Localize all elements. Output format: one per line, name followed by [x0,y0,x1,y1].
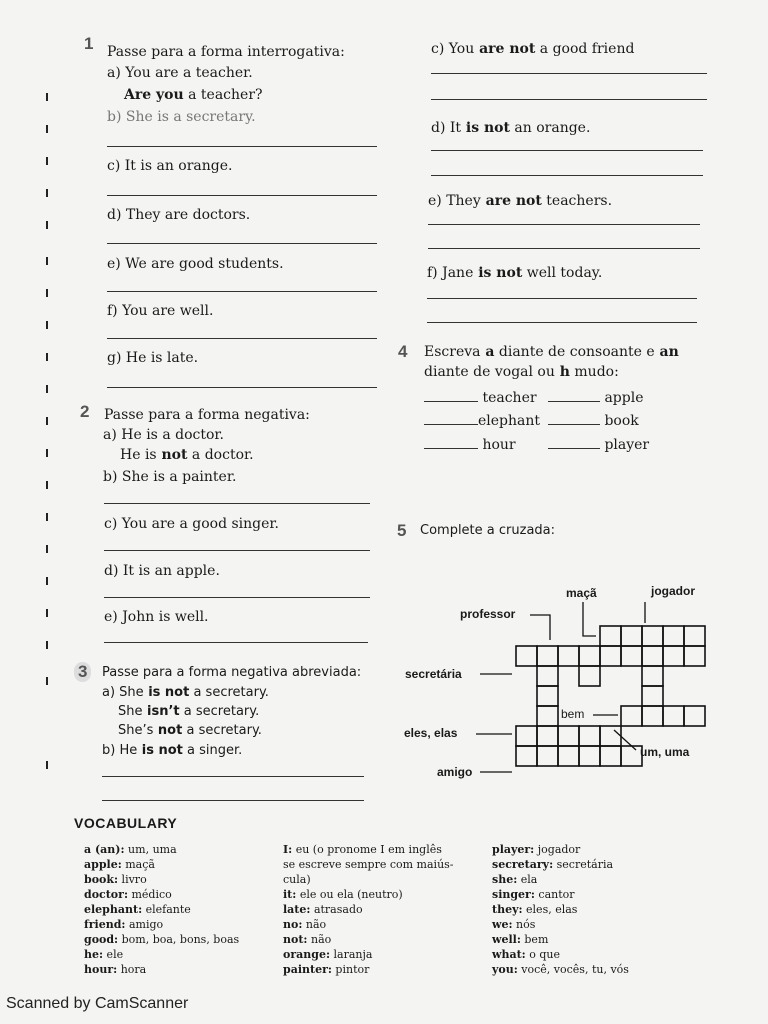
label-maca: maçã [566,586,597,600]
answer-line[interactable] [104,642,368,643]
question-title: Escreva a diante de consoante e an [424,344,679,360]
item-d: d) They are doctors. [107,207,251,223]
answer-line[interactable] [428,224,700,225]
vocab-entry: late: atrasado [283,903,363,916]
blank[interactable] [548,401,600,402]
example-answer: He is not a doctor. [120,447,254,463]
vocab-entry: elephant: elefante [84,903,191,916]
question-number: 2 [80,402,90,421]
item-f: f) You are well. [107,303,214,319]
item-f-right: f) Jane is not well today. [427,265,603,281]
vocab-entry: she: ela [492,873,538,886]
vocab-entry: good: bom, boa, bons, boas [84,933,240,946]
blank-row-2b: book [548,412,639,430]
blank-row-2: elephant [424,412,540,430]
vocab-entry: apple: maçã [84,858,155,871]
label-um: um, uma [640,745,690,759]
blank[interactable] [424,448,478,449]
vocab-entry: they: eles, elas [492,903,578,916]
blank-row-3: hour [424,436,516,454]
question-title-line-2: diante de vogal ou h mudo: [424,364,619,380]
vocab-entry: orange: laranja [283,948,373,961]
vocabulary-column-1 [84,842,239,977]
question-title: Passe para a forma interrogativa: [107,44,345,60]
vocab-entry: secretary: secretária [492,858,614,871]
item-g: g) He is late. [107,350,199,366]
answer-line[interactable] [431,150,703,151]
answer-line[interactable] [104,597,370,598]
vocab-entry: it: ele ou ela (neutro) [283,888,403,901]
example-line-2: She isn’t a secretary. [118,704,260,719]
vocab-entry-cont: se escreve sempre com maiús- [283,858,454,871]
vocab-entry: singer: cantor [492,888,575,901]
vocab-entry: I: eu (o pronome I em inglês [283,843,442,856]
label-secretaria: secretária [405,667,462,681]
vocab-entry: well: bem [492,933,549,946]
blank-row-1b: apple [548,389,644,407]
blank[interactable] [424,401,478,402]
answer-line[interactable] [431,175,703,176]
vocab-entry: friend: amigo [84,918,164,931]
vocab-entry-cont: cula) [283,873,311,886]
blank[interactable] [548,448,600,449]
item-c: c) It is an orange. [107,158,233,174]
answer-line[interactable] [431,99,707,100]
vocab-entry: a (an): um, uma [84,843,177,856]
vocab-entry: he: ele [84,948,124,961]
vocab-entry: you: você, vocês, tu, vós [492,963,629,976]
blank-row-1: teacher [424,389,537,407]
answer-line[interactable] [104,503,370,504]
answer-line[interactable] [107,338,377,339]
item-b: b) She is a secretary. [107,109,256,125]
label-professor: professor [460,607,516,621]
vocabulary-column-2 [283,842,454,977]
vocab-entry: not: não [283,933,332,946]
vocab-entry: doctor: médico [84,888,172,901]
label-eles: eles, elas [404,726,458,740]
answer-line[interactable] [102,776,364,777]
answer-line[interactable] [102,800,364,801]
answer-line[interactable] [431,73,707,74]
question-number: 5 [397,521,407,540]
question-number: 3 [74,662,91,682]
item-c-right: c) You are not a good friend [431,41,635,57]
blank[interactable] [548,424,600,425]
item-c: c) You are a good singer. [104,516,280,532]
item-a: a) You are a teacher. [107,65,253,81]
vocab-entry: no: não [283,918,327,931]
label-jogador: jogador [651,584,695,598]
answer-line[interactable] [107,195,377,196]
vocab-entry: hour: hora [84,963,147,976]
answer-line[interactable] [107,387,377,388]
answer-line[interactable] [104,550,370,551]
vocab-entry: painter: pintor [283,963,370,976]
answer-line[interactable] [428,248,700,249]
question-number: 4 [398,342,408,361]
item-e-right: e) They are not teachers. [428,193,613,209]
vocabulary-title: VOCABULARY [74,815,178,831]
vocabulary-column-3 [492,842,629,977]
item-b: b) She is a painter. [103,469,237,485]
scanner-footer: Scanned by CamScanner [6,995,189,1012]
vocab-entry: book: livro [84,873,147,886]
item-e: e) John is well. [104,609,209,625]
item-a: a) She is not a secretary. [102,685,269,700]
item-d: d) It is an apple. [104,563,220,579]
item-e: e) We are good students. [107,256,284,272]
item-d-right: d) It is not an orange. [431,120,591,136]
answer-line[interactable] [107,291,377,292]
label-bem: bem [561,707,585,721]
question-title: Passe para a forma negativa abreviada: [102,665,362,680]
answer-line[interactable] [107,146,377,147]
vocab-entry: what: o que [492,948,561,961]
vocab-entry: player: jogador [492,843,581,856]
vocab-entry: we: nós [492,918,536,931]
answer-line[interactable] [427,322,697,323]
answer-line[interactable] [427,298,697,299]
answer-line[interactable] [107,243,377,244]
question-title: Complete a cruzada: [420,523,556,538]
question-title: Passe para a forma negativa: [104,407,310,423]
item-a: a) He is a doctor. [103,427,225,443]
blank[interactable] [424,424,478,425]
blank-row-3b: player [548,436,649,454]
item-b: b) He is not a singer. [102,743,243,758]
example-line-3: She’s not a secretary. [118,723,262,738]
example-answer: Are you a teacher? [124,87,263,103]
label-amigo: amigo [437,765,473,779]
question-number: 1 [84,34,94,53]
